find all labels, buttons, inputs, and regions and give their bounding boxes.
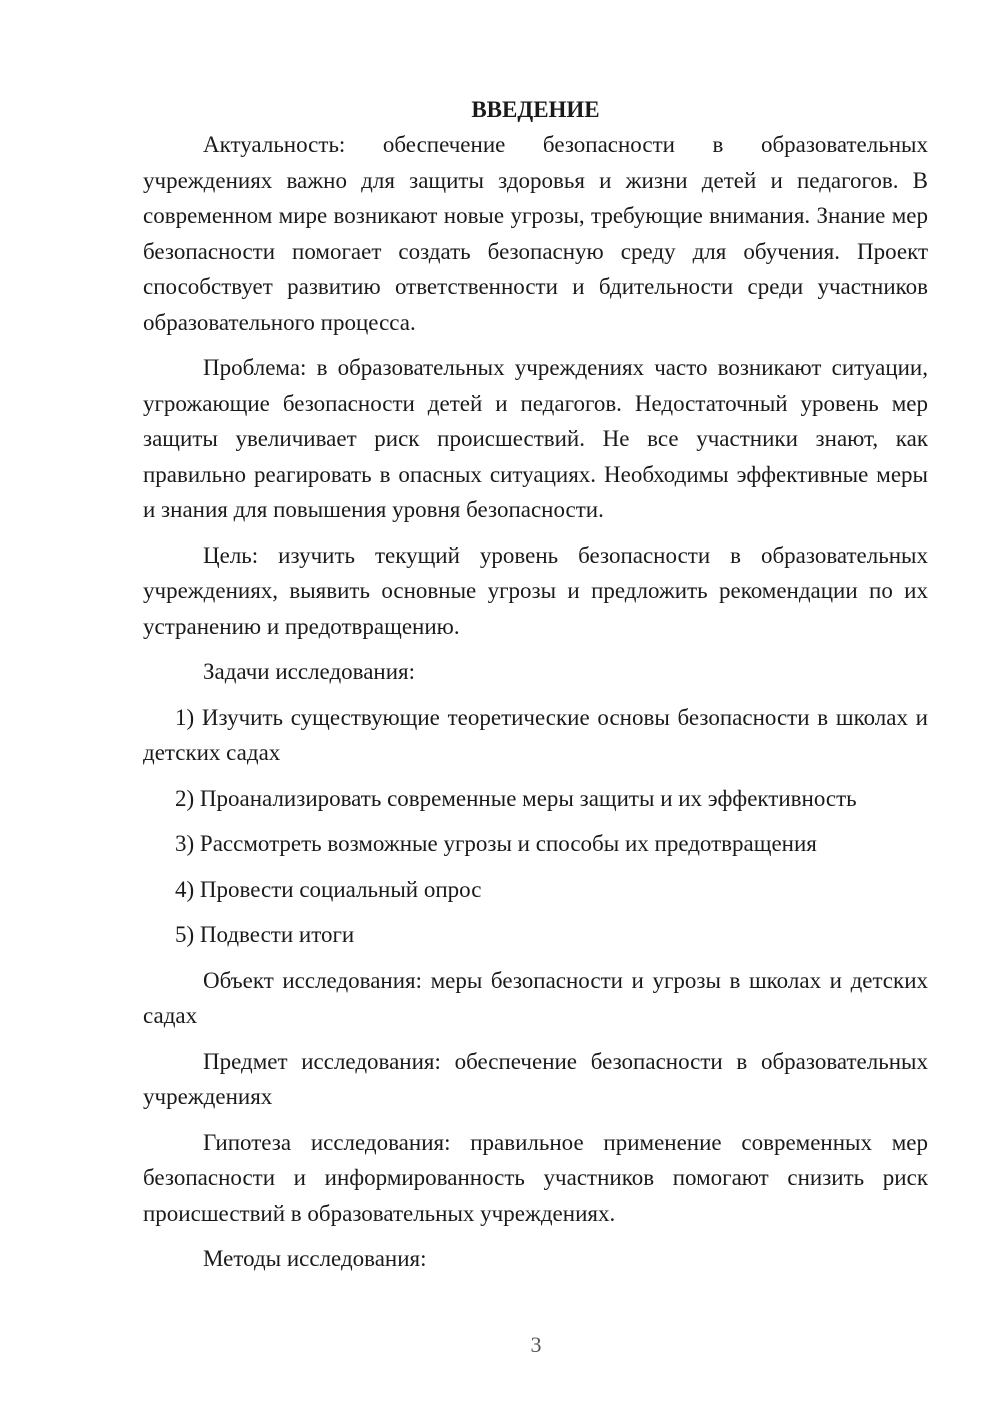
methods-heading: Методы исследования: bbox=[203, 1246, 427, 1271]
task-item-2: 2) Проанализировать современные меры защиты и их эффективность bbox=[175, 785, 857, 811]
task-item-4: 4) Провести социальный опрос bbox=[175, 876, 482, 902]
tasks-heading: Задачи исследования: bbox=[203, 659, 416, 684]
paragraph-goal: Цель: изучить текущий уровень безопасности в образовательных учреждениях, выявить основные угрозы и предложить рекомендации по их устранению и предотвращению. bbox=[143, 542, 928, 639]
paragraph-subject: Предмет исследования: обеспечение безопасности в образовательных учреждениях bbox=[143, 1048, 928, 1109]
task-item-3: 3) Рассмотреть возможные угрозы и способы их предотвращения bbox=[175, 831, 817, 856]
paragraph-object: Объект исследования: меры безопасности и угрозы в школах и детских садах bbox=[143, 967, 928, 1028]
paragraph-problem: Проблема: в образовательных учреждениях часто возникают ситуации, угрожающие безопасности детей и педагогов. Недостаточный уровень мер защиты увеличивает риск происшествий. Не все участники знают, как правильно реагировать в опасных ситуациях. Необходимы эффективные меры и знания для повышения уровня безопасности. bbox=[143, 355, 928, 522]
page-number: 3 bbox=[530, 1332, 542, 1357]
paragraph-relevance: Актуальность: обеспечение безопасности в образовательных учреждениях важно для защиты здоровья и жизни детей и педагогов. В современном мире возникают новые угрозы, требующие внимания. Знание мер безопасности помогает создать безопасную среду для обучения. Проект способствует развитию ответственности и бдительности среди участников образовательного процесса. bbox=[143, 132, 928, 335]
page-title: ВВЕДЕНИЕ bbox=[471, 97, 600, 122]
task-item-1: 1) Изучить существующие теоретические основы безопасности в школах и детских садах bbox=[143, 704, 928, 765]
page-content bbox=[143, 92, 928, 1287]
paragraph-hypothesis: Гипотеза исследования: правильное применение современных мер безопасности и информированность участников помогают снизить риск происшествий в образовательных учреждениях. bbox=[143, 1129, 928, 1226]
task-item-5: 5) Подвести итоги bbox=[175, 922, 355, 947]
